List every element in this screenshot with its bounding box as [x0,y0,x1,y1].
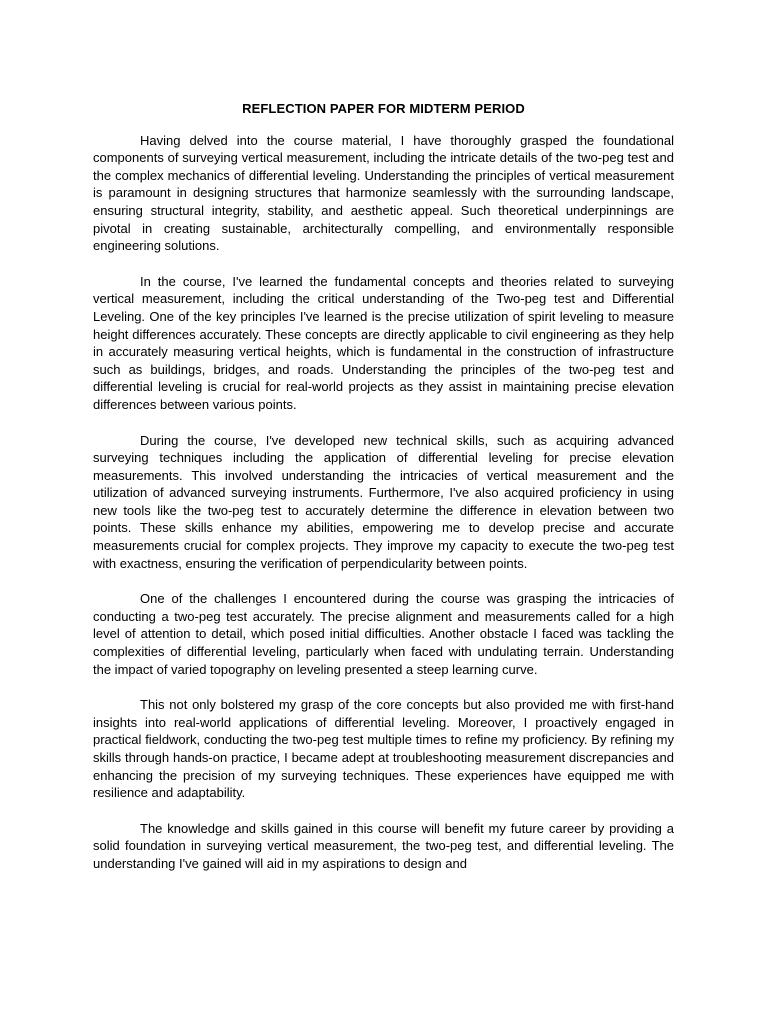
paragraph-2: In the course, I've learned the fundamental concepts and theories related to surveying vertical measurement, including the critical understanding of the Two-peg test and Differential Leveling. One of the key principles I've learned is the precise utilization of spirit leveling to measure height differences accurately. These concepts are directly applicable to civil engineering as they help in accurately measuring vertical heights, which is fundamental in the construction of infrastructure such as buildings, bridges, and roads. Understanding the principles of the two-peg test and differential leveling is crucial for real-world projects as they assist in maintaining precise elevation differences between various points. [93,273,674,412]
paragraph-4: One of the challenges I encountered during the course was grasping the intricacies of conducting a two-peg test accurately. The precise alignment and measurements called for a high level of attention to detail, which posed initial difficulties. Another obstacle I faced was tackling the complexities of differential leveling, particularly when faced with undulating terrain. Understanding the impact of varied topography on leveling presented a steep learning curve. [93,591,674,677]
paragraph-5: This not only bolstered my grasp of the core concepts but also provided me with first-hand insights into real-world applications of differential leveling. Moreover, I proactively engaged in practical fieldwork, conducting the two-peg test multiple times to refine my proficiency. By refining my skills through hands-on practice, I became adept at troubleshooting measurement discrepancies and enhancing the precision of my surveying techniques. These experiences have equipped me with resilience and adaptability. [93,697,674,801]
document-body [93,100,674,891]
paragraph-6: The knowledge and skills gained in this course will benefit my future career by providing a solid foundation in surveying vertical measurement, the two-peg test, and differential leveling. The understanding I've gained will aid in my aspirations to design and [93,820,674,871]
paragraph-1: Having delved into the course material, I have thoroughly grasped the foundational components of surveying vertical measurement, including the intricate details of the two-peg test and the complex mechanics of differential leveling. Understanding the principles of vertical measurement is paramount in designing structures that harmonize seamlessly with the surrounding landscape, ensuring structural integrity, stability, and aesthetic appeal. Such theoretical underpinnings are pivotal in creating sustainable, architecturally compelling, and environmentally responsible engineering solutions. [93,132,674,254]
paragraph-3: During the course, I've developed new technical skills, such as acquiring advanced surveying techniques including the application of differential leveling for precise elevation measurements. This involved understanding the intricacies of vertical measurement and the utilization of advanced surveying instruments. Furthermore, I've also acquired proficiency in using new tools like the two-peg test to accurately determine the difference in elevation between two points. These skills enhance my abilities, empowering me to develop precise and accurate measurements crucial for complex projects. They improve my capacity to execute the two-peg test with exactness, ensuring the verification of perpendicularity between points. [93,432,674,571]
document-title: REFLECTION PAPER FOR MIDTERM PERIOD [242,101,525,116]
